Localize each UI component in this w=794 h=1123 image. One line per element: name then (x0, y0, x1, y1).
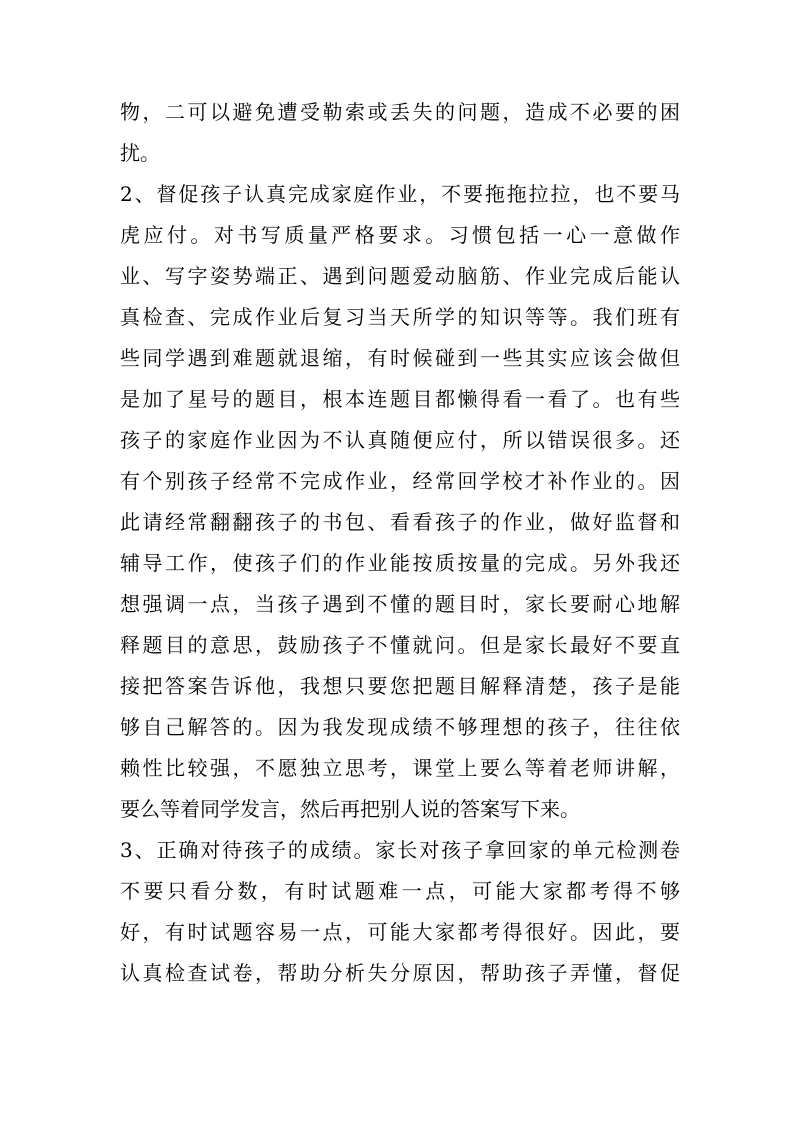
text-line: 物，二可以避免遭受勒索或丢失的问题，造成不必要的困 (120, 100, 680, 124)
body-text (120, 92, 680, 994)
text-line: 有个别孩子经常不完成作业，经常回学校才补作业的。因 (120, 469, 680, 493)
text-line: 辅导工作，使孩子们的作业能按质按量的完成。另外我还 (120, 551, 680, 575)
text-line: 够自己解答的。因为我发现成绩不够理想的孩子，往往依 (120, 715, 680, 739)
text-line: 此请经常翻翻孩子的书包、看看孩子的作业，做好监督和 (120, 510, 680, 534)
text-line: 扰。 (120, 141, 160, 165)
text-line: 3、正确对待孩子的成绩。家长对孩子拿回家的单元检测卷 (120, 838, 680, 862)
text-line: 要么等着同学发言，然后再把别人说的答案写下来。 (120, 797, 580, 821)
text-line: 赖性比较强，不愿独立思考，课堂上要么等着老师讲解， (120, 756, 680, 780)
text-line: 些同学遇到难题就退缩，有时候碰到一些其实应该会做但 (120, 346, 680, 370)
text-line: 业、写字姿势端正、遇到问题爱动脑筋、作业完成后能认 (120, 264, 680, 288)
text-line: 好，有时试题容易一点，可能大家都考得很好。因此，要 (120, 920, 680, 944)
text-line: 孩子的家庭作业因为不认真随便应付，所以错误很多。还 (120, 428, 680, 452)
text-line: 是加了星号的题目，根本连题目都懒得看一看了。也有些 (120, 387, 680, 411)
text-line: 2、督促孩子认真完成家庭作业，不要拖拖拉拉，也不要马 (120, 182, 680, 206)
text-line: 虎应付。对书写质量严格要求。习惯包括一心一意做作 (120, 223, 680, 247)
text-line: 想强调一点，当孩子遇到不懂的题目时，家长要耐心地解 (120, 592, 680, 616)
text-line: 释题目的意思，鼓励孩子不懂就问。但是家长最好不要直 (120, 633, 680, 657)
text-line: 不要只看分数，有时试题难一点，可能大家都考得不够 (120, 879, 680, 903)
text-line: 真检查、完成作业后复习当天所学的知识等等。我们班有 (120, 305, 680, 329)
text-line: 认真检查试卷，帮助分析失分原因，帮助孩子弄懂，督促 (120, 961, 680, 985)
text-line: 接把答案告诉他，我想只要您把题目解释清楚，孩子是能 (120, 674, 680, 698)
